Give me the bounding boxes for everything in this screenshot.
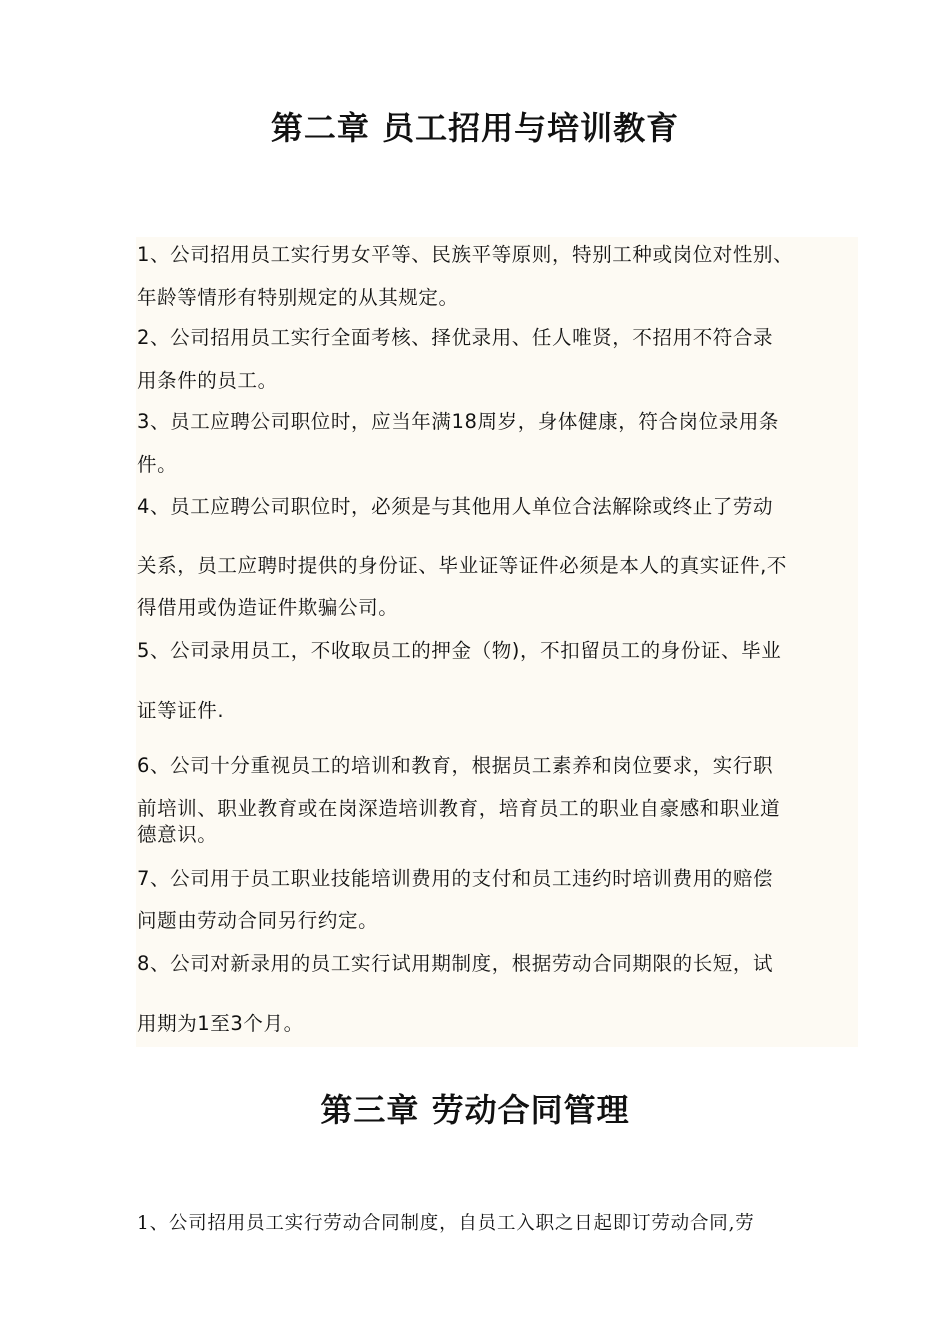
chapter-3-title: 第三章 劳动合同管理 — [320, 1091, 630, 1129]
clause-line: 问题由劳动合同另行约定。 — [137, 909, 379, 932]
clause-line: 3、员工应聘公司职位时，应当年满18周岁，身体健康，符合岗位录用条 — [137, 410, 780, 433]
chapter-2-title: 第二章 员工招用与培训教育 — [270, 109, 680, 147]
clause-line: 用期为1至3个月。 — [137, 1012, 304, 1035]
clause-line: 用条件的员工。 — [137, 369, 278, 392]
clause-line: 前培训、职业教育或在岗深造培训教育，培育员工的职业自豪感和职业道 — [137, 797, 781, 820]
clause-line: 得借用或伪造证件欺骗公司。 — [137, 596, 399, 619]
clause-line: 5、公司录用员工，不收取员工的押金（物)，不扣留员工的身份证、毕业 — [137, 639, 782, 662]
clause-line: 1、公司招用员工实行劳动合同制度，自员工入职之日起即订劳动合同,劳 — [137, 1213, 755, 1234]
clause-line: 6、公司十分重视员工的培训和教育，根据员工素养和岗位要求，实行职 — [137, 754, 774, 777]
clause-line: 8、公司对新录用的员工实行试用期制度，根据劳动合同期限的长短，试 — [137, 952, 774, 975]
clause-line: 关系，员工应聘时提供的身份证、毕业证等证件必须是本人的真实证件,不 — [137, 554, 787, 577]
clause-line: 7、公司用于员工职业技能培训费用的支付和员工违约时培训费用的赔偿 — [137, 867, 774, 890]
clause-line: 2、公司招用员工实行全面考核、择优录用、任人唯贤，不招用不符合录 — [137, 326, 774, 349]
clause-line: 年龄等情形有特别规定的从其规定。 — [137, 286, 459, 309]
clause-line: 德意识。 — [137, 823, 218, 846]
clause-line: 证等证件. — [137, 699, 225, 722]
clause-line: 件。 — [137, 453, 178, 476]
clause-line: 4、员工应聘公司职位时，必须是与其他用人单位合法解除或终止了劳动 — [137, 495, 774, 518]
clause-line: 1、公司招用员工实行男女平等、民族平等原则，特别工种或岗位对性别、 — [137, 243, 794, 266]
